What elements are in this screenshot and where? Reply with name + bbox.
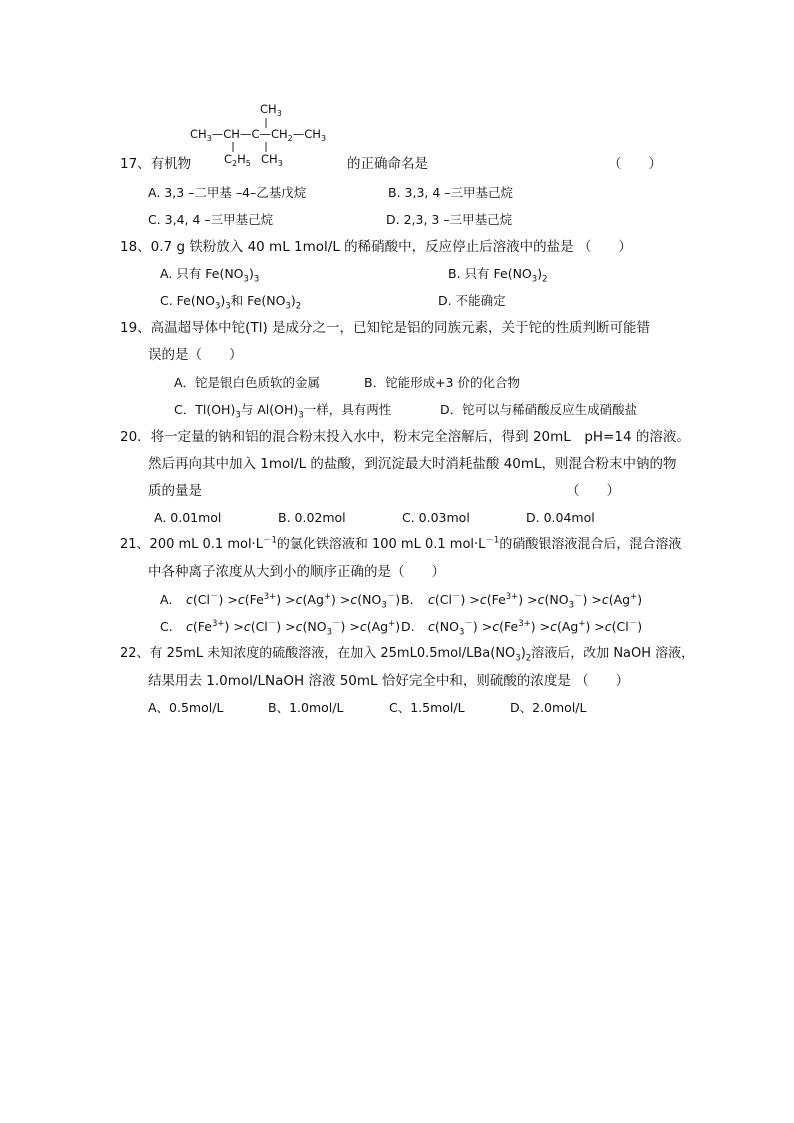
q20-option-b: B. 0.02mol	[278, 510, 346, 525]
q19-option-d: D．铊可以与稀硝酸反应生成硝酸盐	[440, 402, 638, 417]
q18-option-a: A. 只有 $Fe(NO_3)_3$	[160, 266, 260, 285]
q20-option-c: C. 0.03mol	[402, 510, 470, 525]
q22-option-c: C、1.5mol/L	[389, 700, 465, 715]
ethyl-substituent: $C_2H_5$	[224, 152, 251, 168]
q17-prefix: 17、有机物	[120, 156, 192, 172]
q20-stem-line2: 然后再向其中加入 1mol/L 的盐酸，到沉淀最大时消耗盐酸 40mL，则混合粉末中钠的物	[148, 456, 677, 472]
q21-option-b: $c(Cl^-) >c(Fe^{3+}) >c(NO_3^-) >c(Ag^+)$	[428, 591, 643, 611]
q17-option-a: A. 3,3 –二甲基 –4–乙基戊烷	[148, 185, 307, 200]
q18-option-b: B. 只有 $Fe(NO_3)_2$	[448, 266, 548, 285]
q20-stem-line3: 质的量是	[148, 483, 202, 499]
q21-option-d-label: D.	[401, 619, 415, 634]
structural-formula	[186, 98, 356, 170]
q21-option-a-label: A.	[160, 592, 173, 607]
q22-stem-line2: 结果用去 1.0mol/LNaOH 溶液 50mL 恰好完全中和，则硫酸的浓度是 （ ）	[148, 673, 630, 689]
q21-stem-line2: 中各种离子浓度从大到小的顺序正确的是（ ）	[148, 564, 445, 580]
q19-option-a: A．铊是银白色质软的金属	[174, 375, 321, 390]
q21-stem-line1: 21、200 mL 0.1 $mol\cdot L^{-1}$的氯化铁溶液和 100 mL 0.1 $mol\cdot L^{-1}$的硝酸银溶液混合后，混合溶液	[120, 535, 682, 552]
q19-stem-line1: 19、高温超导体中铊(Tl) 是成分之一，已知铊是铝的同族元素，关于铊的性质判断可能错	[120, 320, 650, 336]
top-substituent: $CH_3$	[260, 102, 282, 118]
q19-option-c: C．$Tl(OH)_3$与 $Al(OH)_3$一样，具有两性	[174, 402, 392, 421]
q21-option-b-label: B.	[401, 592, 414, 607]
q22-option-b: B、1.0mol/L	[268, 700, 344, 715]
q19-stem-line2: 误的是（ ）	[148, 347, 243, 363]
q18-option-d: D. 不能确定	[438, 293, 506, 308]
q18-option-c: C. $Fe(NO_3)_3$和 $Fe(NO_3)_2$	[160, 293, 302, 312]
q21-option-c: $c(Fe^{3+}) >c(Cl^-) >c(NO_3^-) >c(Ag^+)$	[186, 618, 401, 638]
q17-option-c: C. 3,4, 4 –三甲基己烷	[148, 212, 274, 227]
q21-option-d: $c(NO_3^-) >c(Fe^{3+}) >c(Ag^+) >c(Cl^-)$	[428, 618, 643, 638]
q18-stem: 18、0.7 g 铁粉放入 40 mL 1mol/L 的稀硝酸中，反应停止后溶液中的盐是 （ ）	[120, 239, 632, 255]
q22-option-a: A、0.5mol/L	[148, 700, 224, 715]
q17-option-d: D. 2,3, 3 –三甲基己烷	[386, 212, 513, 227]
q21-option-c-label: C.	[160, 619, 173, 634]
bottom-methyl-substituent: $CH_3$	[261, 152, 283, 168]
q20-stem-line1: 20．将一定量的钠和铝的混合粉末投入水中，粉末完全溶解后，得到 20mL pH=14 的溶液。	[120, 429, 690, 445]
q17-option-b: B. 3,3, 4 –三甲基己烷	[388, 185, 514, 200]
q20-paren: （ ）	[566, 483, 620, 499]
q21-option-a: $c(Cl^-) >c(Fe^{3+}) >c(Ag^+) >c(NO_3^-)$	[186, 591, 401, 611]
q20-option-d: D. 0.04mol	[526, 510, 595, 525]
q17-suffix: 的正确命名是	[347, 156, 428, 172]
q17-paren: （ ）	[608, 156, 662, 172]
q22-stem-line1: 22、有 25mL 未知浓度的硫酸溶液，在加入 $25mL0.5mol/LBa(NO_3)_2$溶液后，改加 NaOH 溶液，	[120, 646, 695, 664]
q19-option-b: B．铊能形成+3 价的化合物	[364, 375, 520, 390]
q20-option-a: A. 0.01mol	[154, 510, 222, 525]
q22-option-d: D、2.0mol/L	[510, 700, 587, 715]
main-chain: $CH_3—CH—C—CH_2—CH_3$	[190, 127, 327, 143]
